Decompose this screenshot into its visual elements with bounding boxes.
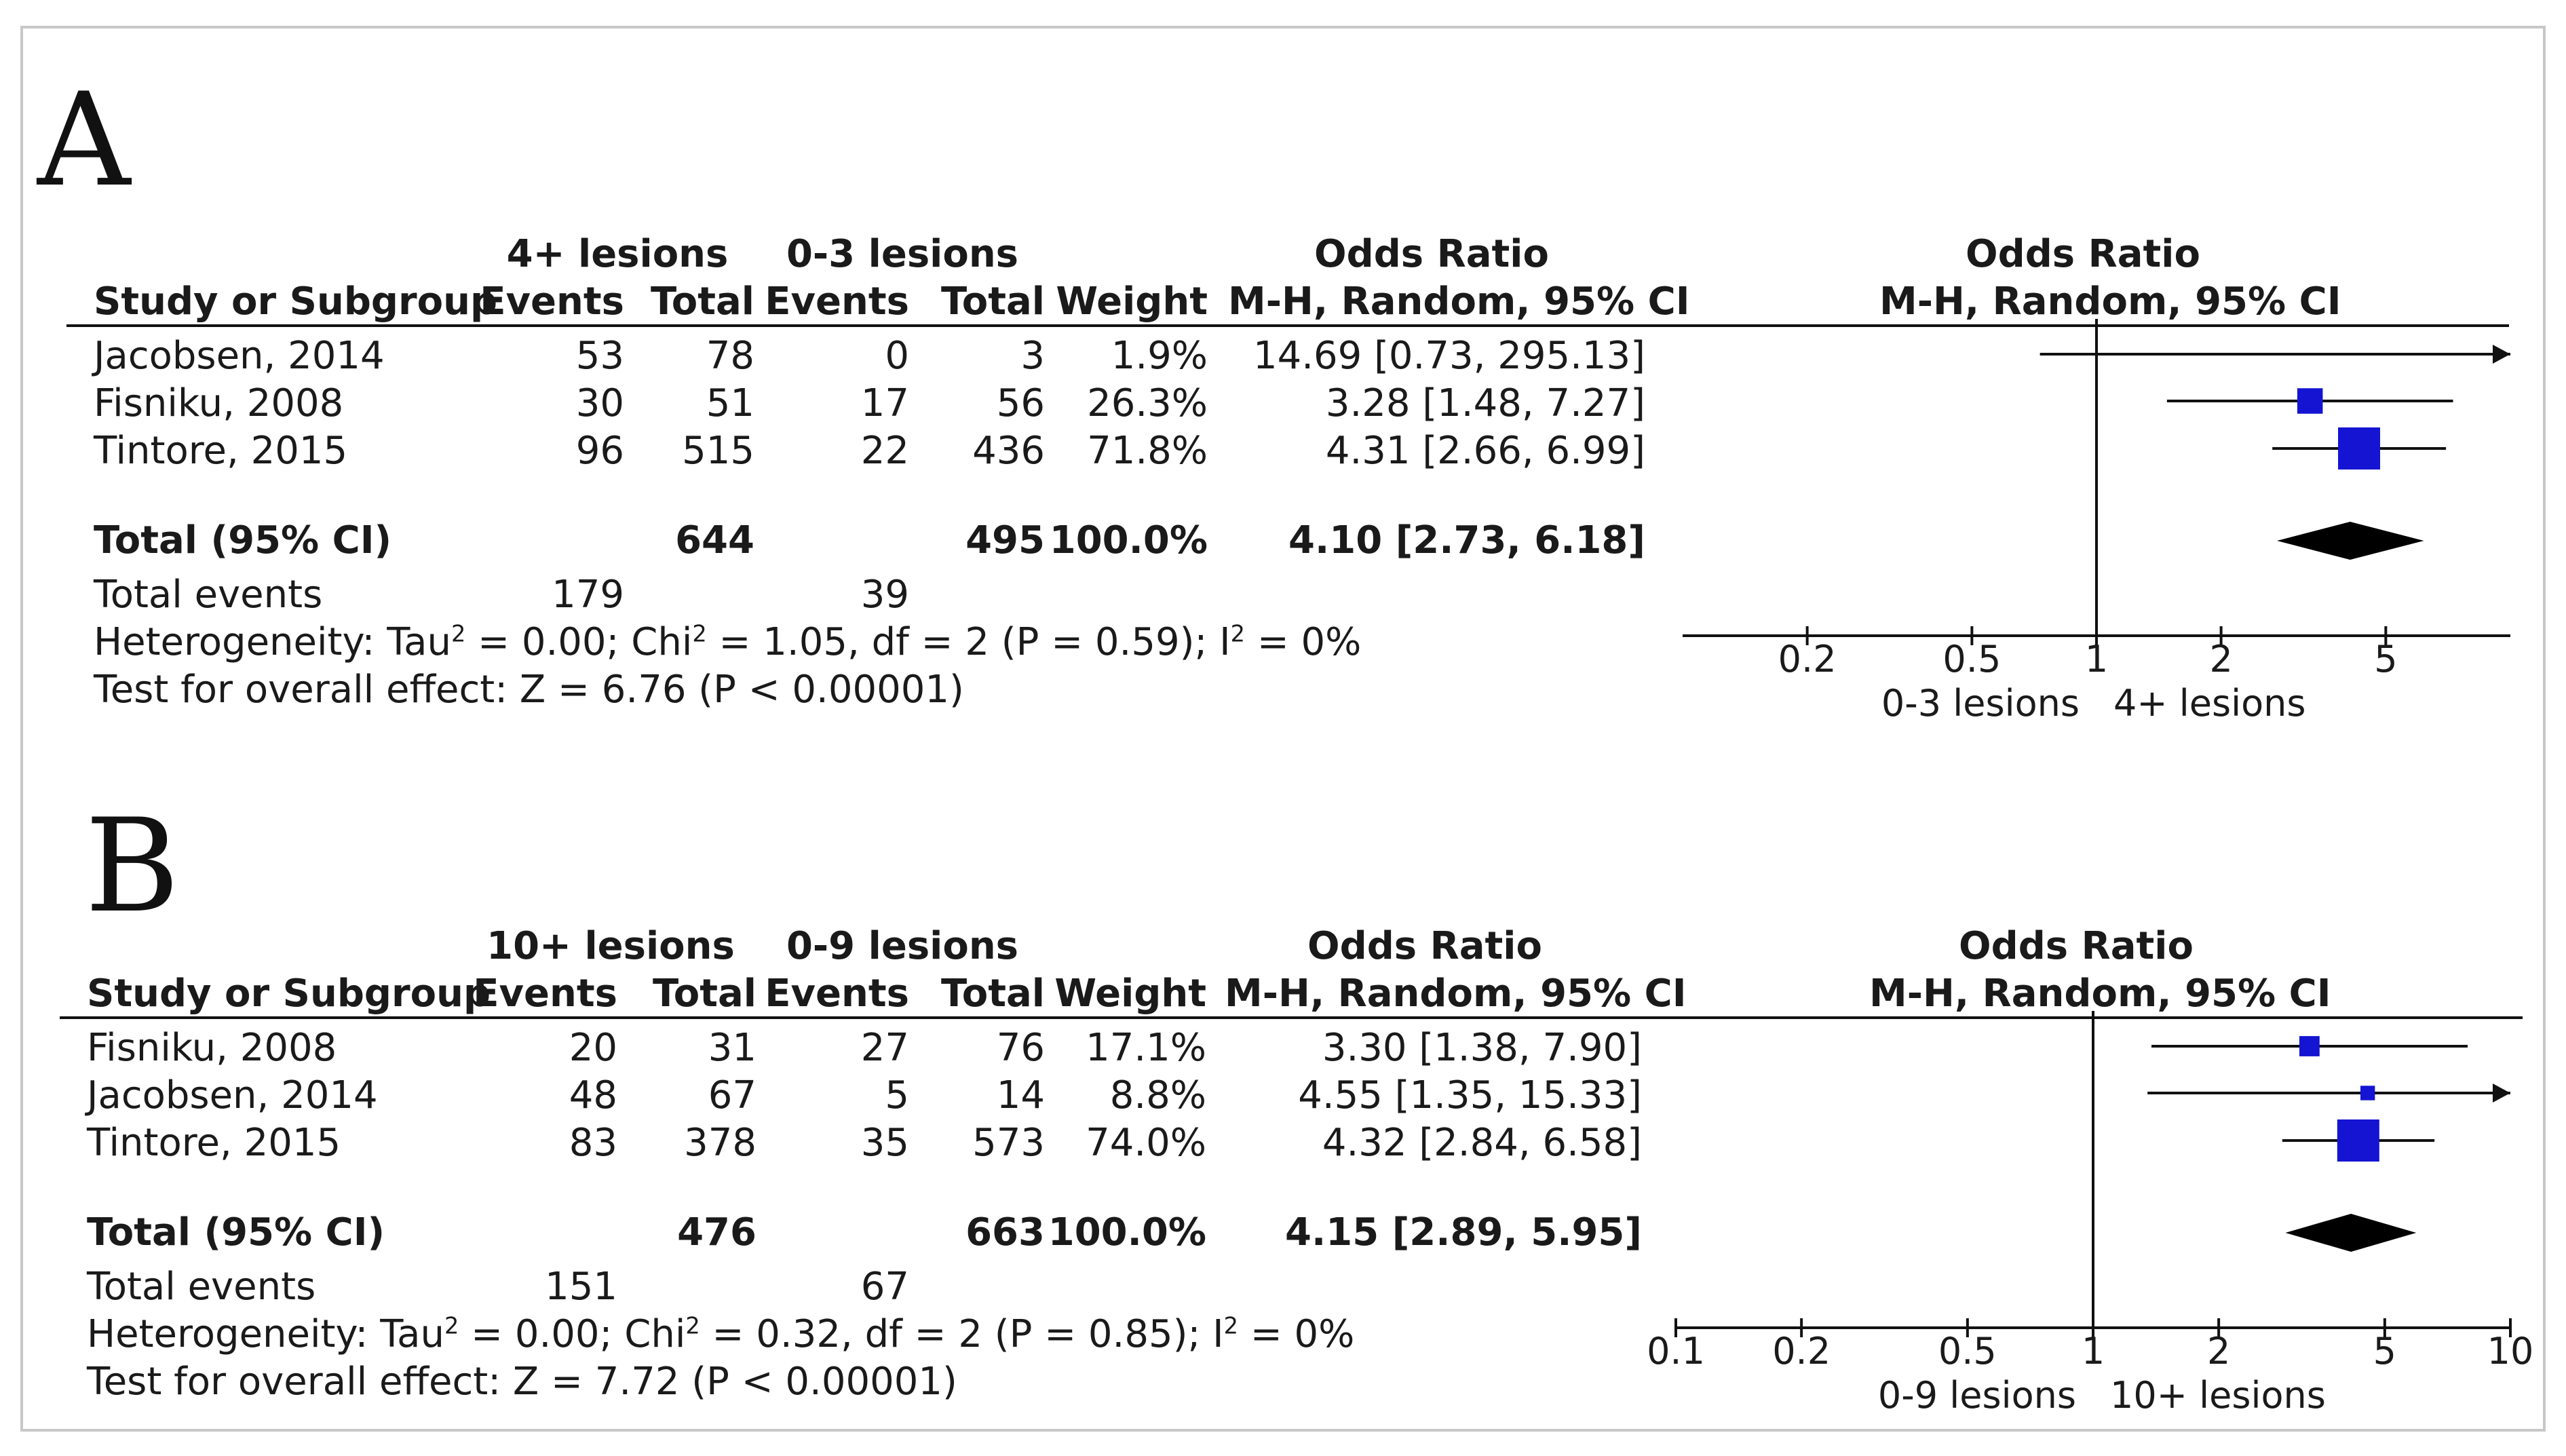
favours-experimental-label: 4+ lesions [2113,682,2306,725]
ci-overflow-arrow [2493,345,2510,364]
study-point-estimate [2360,1086,2375,1100]
exp-events: 20 [569,1026,617,1070]
panel-label: A [37,65,131,215]
ctl-events: 5 [885,1073,909,1117]
exp-events: 30 [575,381,624,425]
exp-total: 378 [684,1121,757,1165]
odds-ratio-ci: 4.55 [1.35, 15.33] [1298,1073,1642,1117]
ctl-total: 14 [996,1073,1045,1117]
ctl-total: 56 [996,381,1045,425]
forest-plot-area [1669,319,2524,726]
total-label: Total (95% CI) [87,1210,385,1254]
ctl-events: 27 [860,1026,909,1070]
exp-events: 83 [569,1121,617,1165]
ci-method-header: M-H, Random, 95% CI [1225,972,1687,1016]
study-point-estimate [2297,388,2323,414]
odds-ratio-ci: 4.31 [2.66, 6.99] [1325,429,1645,473]
exp-total-sum: 476 [677,1210,757,1254]
forest-plot-panel-a [0,0,2566,725]
study-name: Jacobsen, 2014 [87,1073,378,1117]
exp-events-header: Events [473,972,617,1016]
total-weight: 100.0% [1048,1210,1206,1254]
favours-control-label: 0-9 lesions [1877,1374,2076,1417]
odds-ratio-ci: 3.30 [1.38, 7.90] [1322,1026,1642,1070]
control-group-header: 0-3 lesions [786,232,1019,276]
pooled-odds-ratio-ci: 4.10 [2.73, 6.18] [1288,518,1645,562]
total-label: Total (95% CI) [94,518,392,562]
odds-ratio-ci: 14.69 [0.73, 295.13] [1252,334,1645,378]
ctl-total-sum: 495 [965,518,1045,562]
study-point-estimate [2337,1119,2379,1162]
ctl-total: 573 [972,1121,1045,1165]
ctl-total-events: 67 [860,1265,909,1309]
forest-plot-panel-b [0,692,2566,1417]
ci-overflow-arrow [2493,1084,2510,1103]
plot-method-header: M-H, Random, 95% CI [1869,972,2331,1016]
ctl-total: 436 [972,429,1045,473]
study-point-estimate [2299,1036,2320,1056]
control-group-header: 0-9 lesions [786,924,1019,968]
heterogeneity-text: Heterogeneity: Tau$^2$ = 0.00; Chi$^2$ = 1.05, df = 2 (P = 0.59); $I^2 = 0\%$ [94,620,1362,664]
pooled-estimate-diamond [2285,1214,2416,1252]
weight-header: Weight [1056,280,1208,324]
favours-control-label: 0-3 lesions [1881,682,2080,725]
ctl-total: 76 [996,1026,1045,1070]
weight-header: Weight [1054,972,1206,1016]
exp-events: 53 [575,334,624,378]
experimental-group-header: 4+ lesions [506,232,729,276]
study-name: Jacobsen, 2014 [94,334,385,378]
plot-method-header: M-H, Random, 95% CI [1879,280,2341,324]
overall-effect-text: Test for overall effect: Z = 6.76 (P < 0.00001) [94,668,964,712]
odds-ratio-header: Odds Ratio [1307,924,1542,968]
study-weight: 26.3% [1087,381,1208,425]
total-events-label: Total events [94,573,323,617]
exp-total: 67 [708,1073,757,1117]
x-tick-label: 2 [2206,1330,2231,1373]
plot-odds-ratio-header: Odds Ratio [1959,924,2194,968]
exp-total-events: 151 [545,1265,617,1309]
ci-method-header: M-H, Random, 95% CI [1228,280,1690,324]
panel-label: B [85,791,180,941]
study-point-estimate [2338,427,2380,470]
exp-events: 96 [575,429,624,473]
exp-total-header: Total [651,280,754,324]
experimental-group-header: 10+ lesions [486,924,735,968]
x-tick-label: 5 [2373,1330,2397,1373]
ctl-events-header: Events [765,280,909,324]
exp-total: 31 [708,1026,757,1070]
x-tick-label: 5 [2374,638,2398,681]
x-tick-label: 0.1 [1647,1330,1705,1373]
exp-events-header: Events [480,280,624,324]
study-weight: 17.1% [1086,1026,1206,1070]
favours-experimental-label: 10+ lesions [2110,1374,2326,1417]
pooled-odds-ratio-ci: 4.15 [2.89, 5.95] [1285,1210,1642,1254]
x-tick-label: 2 [2209,638,2233,681]
total-weight: 100.0% [1049,518,1208,562]
exp-total: 515 [682,429,754,473]
study-name: Tintore, 2015 [87,1121,341,1165]
study-column-header: Study or Subgroup [87,972,491,1016]
ctl-total-sum: 663 [965,1210,1045,1254]
ctl-total-events: 39 [860,573,909,617]
ctl-total: 3 [1020,334,1045,378]
plot-odds-ratio-header: Odds Ratio [1966,232,2200,276]
ctl-events-header: Events [765,972,909,1016]
study-weight: 74.0% [1086,1121,1206,1165]
study-name: Fisniku, 2008 [87,1026,337,1070]
exp-total: 51 [706,381,754,425]
ctl-events: 22 [860,429,909,473]
x-tick-label: 1 [2081,1330,2105,1373]
x-tick-label: 10 [2487,1330,2534,1373]
ctl-events: 35 [860,1121,909,1165]
study-weight: 71.8% [1087,429,1208,473]
study-column-header: Study or Subgroup [94,280,498,324]
study-weight: 8.8% [1109,1073,1206,1117]
ctl-total-header: Total [941,972,1045,1016]
x-tick-label: 0.5 [1938,1330,1997,1373]
x-tick-label: 0.5 [1942,638,2002,681]
odds-ratio-ci: 4.32 [2.84, 6.58] [1322,1121,1642,1165]
exp-total-sum: 644 [675,518,754,562]
ctl-events: 17 [860,381,909,425]
pooled-estimate-diamond [2277,522,2424,560]
overall-effect-text: Test for overall effect: Z = 7.72 (P < 0.00001) [87,1360,957,1404]
x-tick-label: 0.2 [1772,1330,1831,1373]
total-events-label: Total events [87,1265,316,1309]
odds-ratio-header: Odds Ratio [1314,232,1549,276]
study-name: Fisniku, 2008 [94,381,344,425]
ctl-total-header: Total [941,280,1045,324]
exp-total-header: Total [653,972,757,1016]
study-weight: 1.9% [1111,334,1208,378]
x-tick-label: 0.2 [1778,638,1837,681]
exp-total: 78 [706,334,754,378]
exp-events: 48 [569,1073,617,1117]
forest-plot-area [1647,1011,2534,1418]
odds-ratio-ci: 3.28 [1.48, 7.27] [1325,381,1645,425]
study-name: Tintore, 2015 [94,429,348,473]
heterogeneity-text: Heterogeneity: Tau$^2$ = 0.00; Chi$^2$ = 0.32, df = 2 (P = 0.85); $I^2 = 0\%$ [87,1312,1355,1356]
exp-total-events: 179 [552,573,624,617]
ctl-events: 0 [885,334,909,378]
x-tick-label: 1 [2084,638,2109,681]
